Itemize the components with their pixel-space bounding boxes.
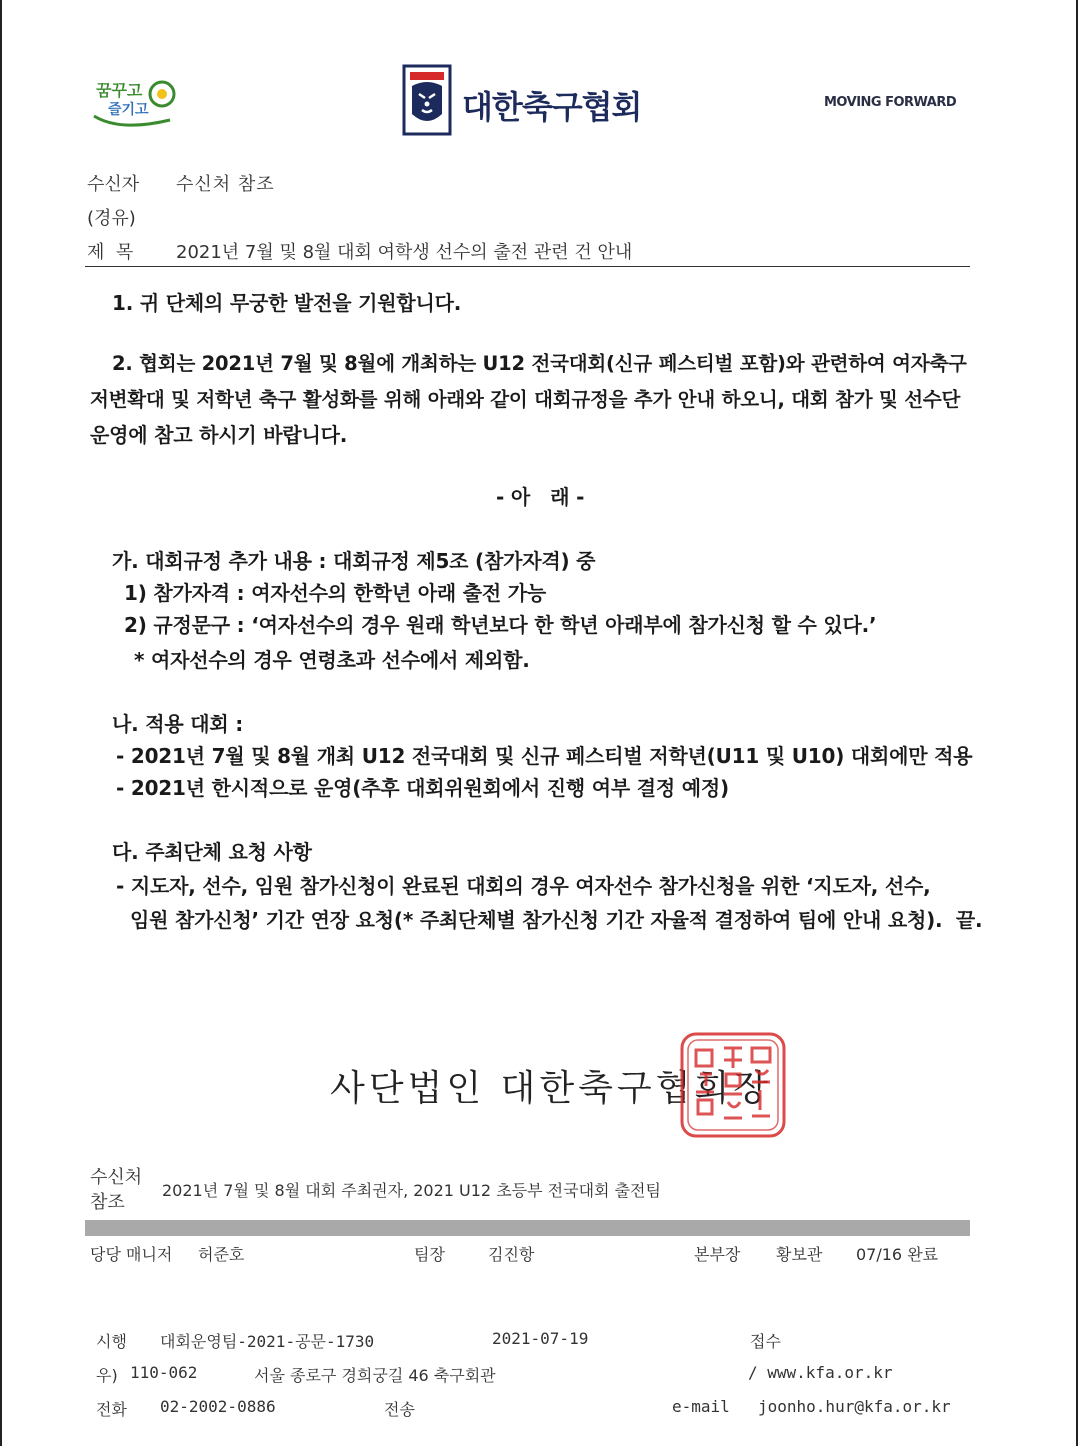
team-lead-name: 김진항 [488,1245,535,1264]
section-ga-note: * 여자선수의 경우 연령초과 선수에서 제외함. [134,648,530,672]
distribution-label-line-1: 수신처 [90,1167,143,1188]
postcode-label: 우) [96,1366,118,1385]
approval-status: 07/16 완료 [856,1245,939,1264]
section-ga-item-2: 2) 규정문구 : ‘여자선수의 경우 원래 학년보다 한 학년 아래부에 참가신청 할 수 있다.’ [124,613,877,637]
website: / www.kfa.or.kr [748,1363,893,1382]
manager-name: 허준호 [198,1245,245,1264]
section-ga-item-1: 1) 참가자격 : 여자선수의 한학년 아래 출전 가능 [124,581,546,605]
signature-text: 사단법인 대한축구협회장 [330,1068,772,1109]
distribution-value: 2021년 7월 및 8월 대회 주최권자, 2021 U12 초등부 전국대회 출전팀 [162,1181,661,1200]
svg-text:즐기고: 즐기고 [108,102,149,118]
section-ga-title: 가. 대회규정 추가 내용 : 대회규정 제5조 (참가자격) 중 [112,549,596,573]
below-heading: - 아 래 - [496,485,585,509]
subject-text: 2021년 7월 및 8월 대회 여학생 선수의 출전 관련 건 안내 [176,242,633,263]
paragraph-1: 1. 귀 단체의 무궁한 발전을 기원합니다. [112,291,462,315]
footer-separator-bar [85,1220,970,1236]
section-na-item-2: - 2021년 한시적으로 운영(추후 대회위원회에서 진행 여부 결정 예정) [116,776,729,800]
org-name: 대한축구협회 [462,88,642,126]
email-address: joonho.hur@kfa.or.kr [758,1397,951,1416]
phone-number: 02-2002-0886 [160,1397,276,1416]
distribution-label-line-2: 참조 [90,1192,125,1213]
team-lead-label: 팀장 [414,1245,445,1264]
phone-label: 전화 [96,1400,127,1419]
paragraph-2-line-1: 2. 협회는 2021년 7월 및 8월에 개최하는 U12 전국대회(신규 페스티벌 포함)와 관련하여 여자축구 [112,352,967,375]
email-label: e-mail [672,1397,730,1416]
director-label: 본부장 [694,1245,741,1264]
address: 서울 종로구 경희궁길 46 축구회관 [254,1366,496,1385]
section-na-item-1: - 2021년 7월 및 8월 개최 U12 전국대회 및 신규 페스티벌 저학년(U11 및 U10) 대회에만 적용 [116,744,973,768]
svg-text:꿈꾸고: 꿈꾸고 [96,81,143,100]
director-name: 황보관 [776,1245,823,1264]
receipt-label: 접수 [750,1332,781,1351]
header-divider [85,266,970,267]
section-da-title: 다. 주최단체 요청 사항 [112,840,312,864]
recipient-label: 수신자 [87,174,140,195]
official-seal-icon [678,1030,788,1140]
paragraph-2-line-3: 운영에 참고 하시기 바랍니다. [90,423,348,447]
enforce-label: 시행 [96,1332,127,1351]
document-number: 대회운영팀-2021-공문-1730 [160,1332,375,1351]
section-da-item-line-2: 임원 참가신청’ 기간 연장 요청(* 주최단체별 참가신청 기간 자율적 결정하여 팀에 안내 요청). 끝. [130,908,983,932]
recipient-value: 수신처 참조 [176,174,275,195]
paragraph-2-line-2: 저변확대 및 저학년 축구 활성화를 위해 아래와 같이 대회규정을 추가 안내 하오니, 대회 참가 및 선수단 [90,388,961,411]
fax-label: 전송 [384,1400,415,1419]
section-na-title: 나. 적용 대회 : [112,712,244,736]
kfa-emblem-icon [402,64,452,136]
via-label: (경유) [87,208,136,229]
manager-label: 당당 매니저 [90,1245,173,1264]
section-da-item-line-1: - 지도자, 선수, 임원 참가신청이 완료된 대회의 경우 여자선수 참가신청을 위한 ‘지도자, 선수, [116,874,931,898]
subject-label: 제 목 [87,242,134,263]
slogan-logo [90,74,180,134]
org-motto: MOVING FORWARD [824,95,957,110]
enforce-date: 2021-07-19 [492,1329,589,1348]
postcode: 110-062 [130,1363,198,1382]
